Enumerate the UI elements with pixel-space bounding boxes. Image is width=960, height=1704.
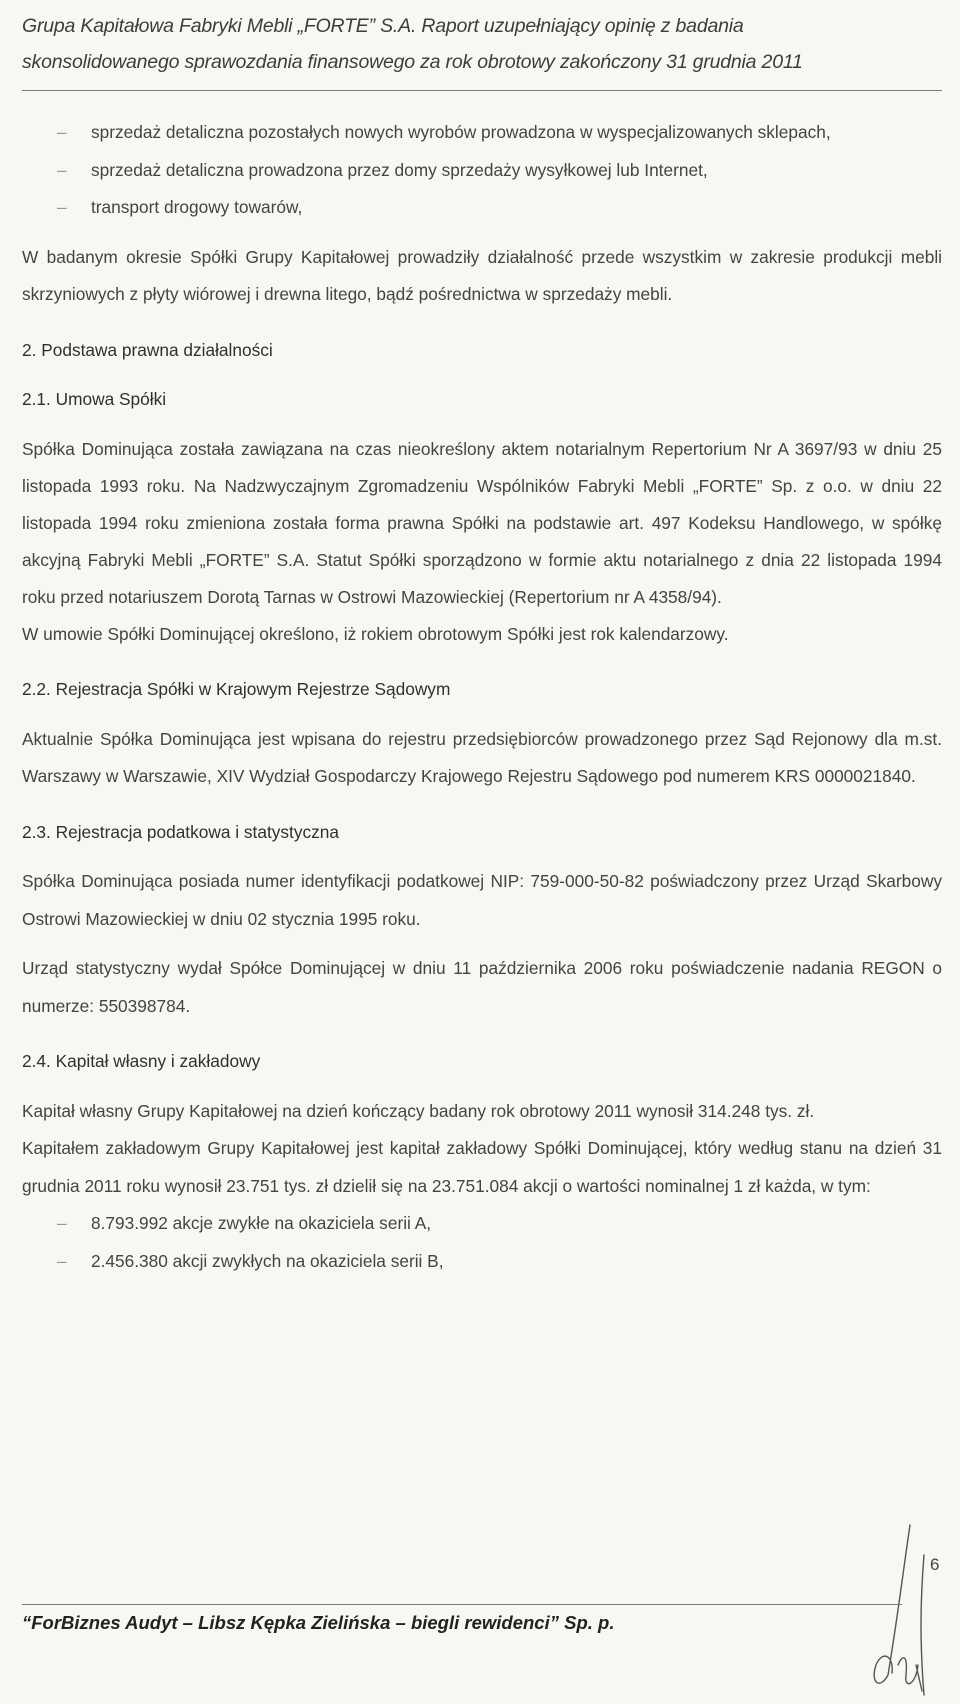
- list-item-text: 8.793.992 akcje zwykłe na okaziciela serii A,: [91, 1213, 432, 1233]
- dash-bullet: –: [57, 159, 67, 180]
- paragraph: Kapitał własny Grupy Kapitałowej na dzień kończący badany rok obrotowy 2011 wynosił 314.248 tys. zł.: [22, 1100, 815, 1121]
- paragraph: Aktualnie Spółka Dominująca jest wpisana do rejestru przedsiębiorców prowadzonego przez Sąd Rejonowy dla m.st. Warszawy w Warszawie, XIV Wydział Gospodarczy Krajowego Rejestru Sądowego pod numerem KRS 0000021840.: [22, 728, 942, 786]
- header-line-1: Grupa Kapitałowa Fabryki Mebli „FORTE” S.A. Raport uzupełniający opinię z badania: [22, 15, 744, 37]
- header-line-2: skonsolidowanego sprawozdania finansowego za rok obrotowy zakończony 31 grudnia 2011: [22, 51, 803, 73]
- footer-divider: [22, 1604, 902, 1605]
- subsection-heading: 2.2. Rejestracja Spółki w Krajowym Rejestrze Sądowym: [22, 679, 451, 699]
- list-item: [22, 1243, 942, 1281]
- subsection-heading: 2.3. Rejestracja podatkowa i statystyczna: [22, 821, 339, 842]
- dash-bullet: –: [57, 1250, 67, 1271]
- page-header: [22, 8, 942, 80]
- intro-paragraph: W badanym okresie Spółki Grupy Kapitałowej prowadziły działalność przede wszystkim w zakresie produkcji mebli skrzyniowych z płyty wiórowej i drewna litego, bądź pośrednictwa w sprzedaży mebli.: [22, 246, 942, 304]
- dash-bullet: –: [57, 122, 67, 142]
- section-heading: 2. Podstawa prawna działalności: [22, 339, 273, 360]
- dash-bullet: –: [57, 197, 67, 217]
- share-series-list: [22, 1205, 942, 1280]
- page-content: [22, 114, 942, 1280]
- paragraph: Kapitałem zakładowym Grupy Kapitałowej jest kapitał zakładowy Spółki Dominującej, który według stanu na dzień 31 grudnia 2011 roku wynosił 23.751 tys. zł dzielił się na 23.751.084 akcji o wartości nominalnej 1 zł każda, w tym:: [22, 1138, 942, 1196]
- paragraph: Spółka Dominująca posiada numer identyfikacji podatkowej NIP: 759-000-50-82 poświadczony przez Urząd Skarbowy Ostrowi Mazowieckiej w dniu 02 stycznia 1995 roku.: [22, 871, 942, 929]
- subsection-heading: 2.1. Umowa Spółki: [22, 389, 167, 409]
- signature-icon: [858, 1515, 948, 1700]
- dash-bullet: –: [57, 1213, 67, 1233]
- list-item-text: transport drogowy towarów,: [91, 197, 303, 217]
- list-item: [22, 114, 942, 152]
- list-item: [22, 189, 942, 227]
- paragraph: Spółka Dominująca została zawiązana na czas nieokreślony aktem notarialnym Repertorium Nr A 3697/93 w dniu 25 listopada 1993 roku. Na Nadzwyczajnym Zgromadzeniu Wspólników Fabryki Mebli „FORTE” Sp. z o.o. w dniu 22 listopada 1994 roku zmieniona została forma prawna Spółki na podstawie art. 497 Kodeksu Handlowego, w spółkę akcyjną Fabryki Mebli „FORTE” S.A. Statut Spółki sporządzono w formie aktu notarialnego z dnia 22 listopada 1994 roku przed notariuszem Dorotą Tarnas w Ostrowi Mazowieckiej (Repertorium nr A 4358/94).: [22, 438, 942, 607]
- list-item: [22, 152, 942, 190]
- paragraph: Urząd statystyczny wydał Spółce Dominującej w dniu 11 października 2006 roku poświadczenie nadania REGON o numerze: 550398784.: [22, 958, 942, 1016]
- header-divider: [22, 90, 942, 91]
- list-item-text: sprzedaż detaliczna pozostałych nowych wyrobów prowadzona w wyspecjalizowanych sklepach,: [91, 122, 831, 142]
- list-item: [22, 1205, 942, 1243]
- page-footer: “ForBiznes Audyt – Libsz Kępka Zielińska – biegli rewidenci” Sp. p.: [22, 1612, 615, 1633]
- subsection-heading: 2.4. Kapitał własny i zakładowy: [22, 1051, 261, 1071]
- list-item-text: 2.456.380 akcji zwykłych na okaziciela serii B,: [91, 1250, 444, 1271]
- page-number: 6: [930, 1555, 940, 1574]
- activity-list: [22, 114, 942, 227]
- list-item-text: sprzedaż detaliczna prowadzona przez domy sprzedaży wysyłkowej lub Internet,: [91, 159, 708, 180]
- paragraph: W umowie Spółki Dominującej określono, iż rokiem obrotowym Spółki jest rok kalendarzowy.: [22, 623, 729, 644]
